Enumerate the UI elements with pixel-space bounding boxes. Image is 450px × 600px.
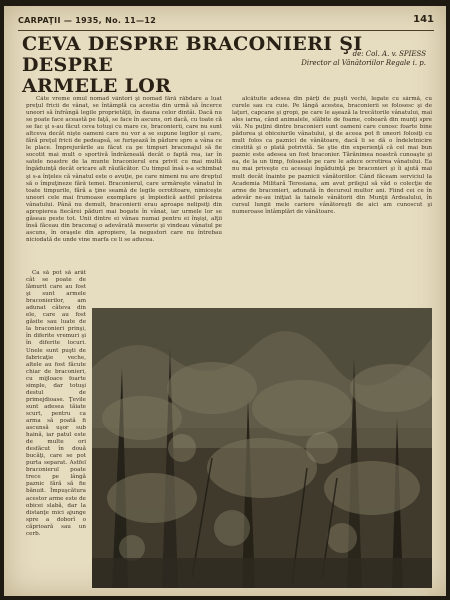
author-role: Director al Vânătoriilor Regale i. p. [301,59,426,67]
page-number: 141 [413,14,434,25]
forest-photo-illustration [92,308,432,588]
magazine-page [4,6,446,596]
article-column-1: Câte vreme omul nomad vântori şi nomad fără răbdare a luat preţul fricii de vânat, se întâmplă ca acestia din urmă să încerce uneori să înfrângă legile proprietăţii, în dauna celor dintâi. Dacă nu se poate face această pe faţă, se face în ascuns, ori dacă, cu toate că se fac şi s-au făcut ceva totuşi cu mare ce, braconierii, care nu sunt altceva decât nişte oameni care nu vor a se supune legilor şi care, fără preţul fricii de pedeapsă, se furişează în pădure spre a vâna ce le place. Împrejurările au făcut ca pe timpuri braconajul să fie socotit mai mult o sportivă îndrăzneală decât o faptă rea, iar în satele noastre de la munte braconierul era privit cu mai multă îngăduinţă decât oricare alt răufăcător. Cu timpul însă s-a schimbat şi s-a înţeles că vânatul este o avuţie, pe care nimeni nu are dreptul să o împuţineze fără temei. Braconierul, care urmăreşte vânatul în toate timpurile, fără a ţine seamă de legile ocrotitoare, nimiceşte uneori cele mai frumoase exemplare şi împiedică astfel prăsirea vânatului. Până nu demult, braconierii erau aproape nelipsiţi din apropierea fiecărei păduri mai bogate în vânat, iar urmele lor se găseau peste tot. Unii dintre ei vânau numai pentru ei înşişi, alţii însă făceau din braconaj o adevărată meserie şi vindeau vânatul pe ascuns, în oraşele din apropiere, la negustori care nu întrebau niciodată de unde vine marfa ce li se aducea. [26,96,222,243]
article-photo [92,308,432,588]
article-title-line2: ARMELE LOR [22,75,172,97]
article-byline [301,50,426,68]
article-column-2: alcătuite adesea din părţi de puşti vechi, legate cu sârmă, cu curele sau cu cuie. Pe lângă acestea, braconierii se folosesc şi de laţuri, capcane şi gropi, pe care le aşează la trecătorile vânatului, mai ales iarna, când animalele, slăbite de foame, coboară din munţi spre văi. Nu puţini dintre braconieri sunt oameni care cunosc foarte bine pădurea şi obiceiurile vânatului, şi de aceea pot fi uneori folosiţi cu mult folos ca paznici de vânătoare, dacă li se dă o îndeletnicire cinstită şi o plată potrivită. Se ştie din experienţă că cel mai bun paznic este adesea un fost braconier. Tărănimea noastră cunoaşte şi ea, de la un timp, foloasele pe care le aduce ocrotirea vânatului. Ea nu mai priveşte cu aceeaşi îngăduinţă pe braconieri şi îi ajută mai mult decât înainte pe paznicii vânătoriilor. Când făceam serviciul la Academia Militară Teresiana, am avut prilejul să văd o colecţie de arme de braconieri, adunată în decursul multor ani. Fiind cei ce în adevăr ne-au iniţiat la tainele vânătorii din Munţii Ardealului, în cursul lungii mele cariere vânătoreşti de aici am cunoscut şi numeroase întâmplări de vânătoare. [232,96,432,215]
article-title-line1: CEVA DESPRE BRACONIERI ŞI DESPRE [22,33,363,76]
article-column-1-continued: Ca să pot să arăt cât se poate de lămurit care au fost şi sunt armele braconierilor, am adunat câteva din ele, care au fost găsite sau luate de la braconieri prinşi, în diferite vremuri şi în diferite locuri. Unele sunt puşti de fabricaţie veche, altele au fost făcute chiar de braconieri, cu mijloace foarte simple, dar totuşi destul de primejdioase. Ţevile sunt adesea tăiate scurt, pentru ca arma să poată fi ascunsă uşor sub haină, iar patul este de multe ori desfăcut în două bucăţi, care se pot purta separat. Astfel braconierul poate trece pe lângă paznic fără să fie bănuit. Împuşcătura acestor arme este de obicei slabă, dar la distanţe mici ajunge spre a doborî o căprioară sau un cerb. [26,270,86,537]
photo-caption: Din colecţia Spiess [390,591,428,596]
journal-issue: CARPAŢII — 1935, No. 11—12 [18,16,157,25]
header-rule [18,30,434,31]
author-name: de: Col. A. v. SPIESS [352,50,426,58]
running-header [18,14,434,30]
